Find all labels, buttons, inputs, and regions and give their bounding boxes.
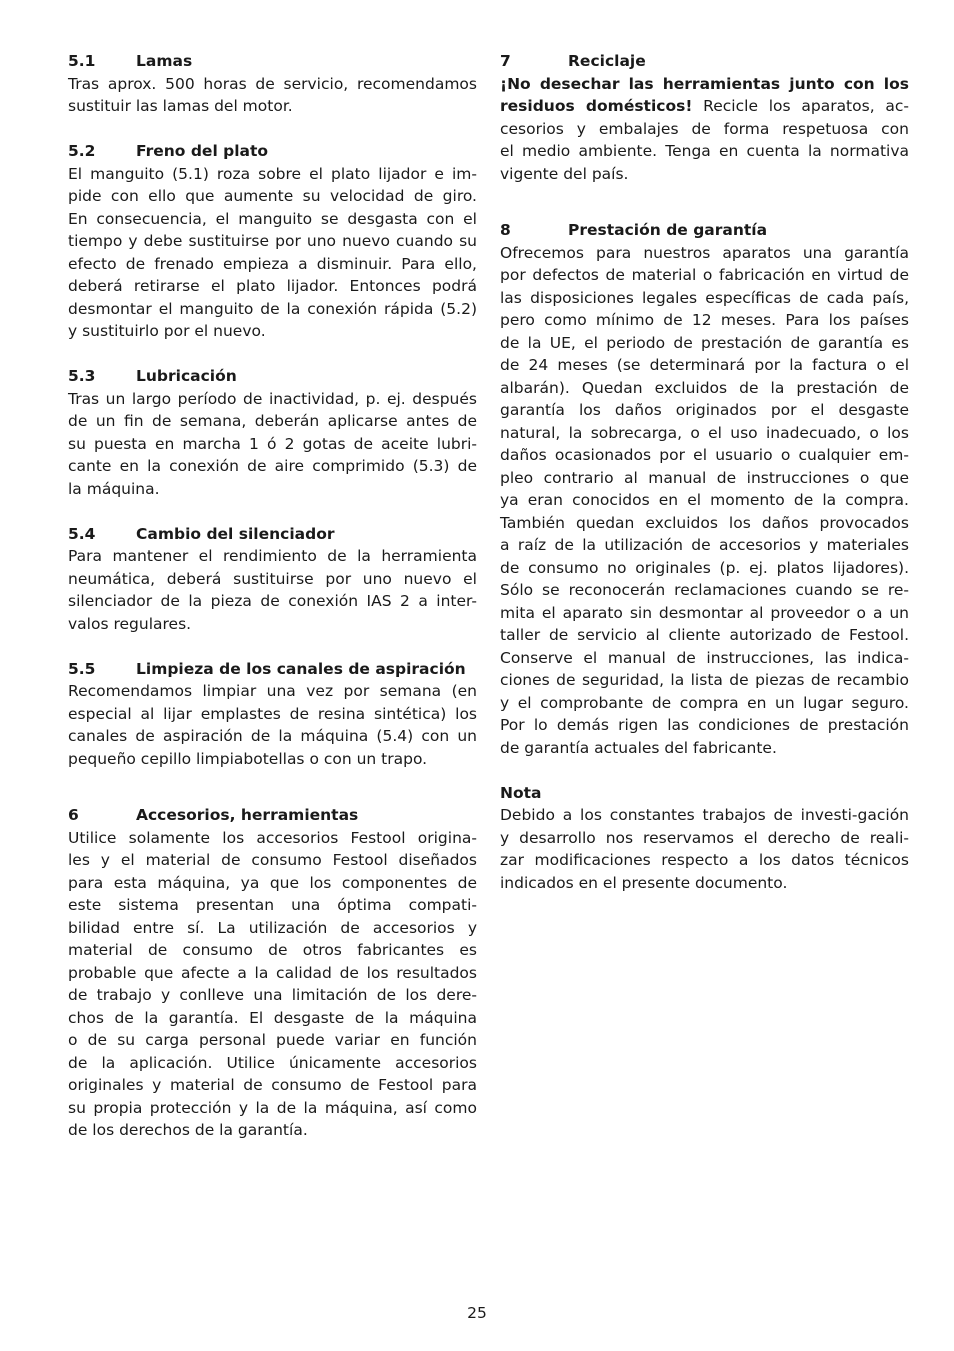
- text-line: para esta máquina, ya que los componentes de: [68, 873, 477, 892]
- section-heading: [68, 658, 477, 681]
- text-line: su puesta en marcha 1 ó 2 gotas de aceite lubri-: [68, 434, 477, 453]
- text-line: taller de servicio al cliente autorizado de Festool.: [500, 626, 909, 644]
- text-line: de la aplicación. Utilice únicamente accesorios: [68, 1053, 477, 1072]
- text-line: neumática, deberá sustituirse por uno nuevo el: [68, 569, 477, 588]
- section-5-1: [68, 50, 477, 118]
- text-line: Debido a los constantes trabajos de investi-gación: [500, 806, 909, 824]
- text-line: sustituir las lamas del motor.: [68, 97, 293, 115]
- section-title: Limpieza de los canales de aspiración: [136, 659, 466, 678]
- section-heading: [68, 140, 477, 163]
- text-line: Tras aprox. 500 horas de servicio, recomendamos: [68, 74, 477, 93]
- section-body: [500, 242, 909, 760]
- section-heading: [68, 523, 477, 546]
- section-heading: [68, 804, 477, 827]
- left-column: [68, 50, 477, 1142]
- text-line: de garantía actuales del fabricante.: [500, 738, 777, 757]
- text-line: cante en la conexión de aire comprimido (5.3) de: [68, 457, 477, 475]
- section-number: 5.5: [68, 659, 96, 678]
- text-line: pequeño cepillo limpiabotellas o con un trapo.: [68, 749, 428, 768]
- text-line: de la UE, el periodo de prestación de garantía es: [500, 333, 909, 352]
- text-line: cesorios y embalajes de forma respetuosa con: [500, 119, 909, 138]
- text-line: tiempo y debe sustituirse por uno nuevo cuando su: [68, 232, 477, 250]
- text-line: Tras un largo período de inactividad, p. ej. después: [68, 389, 477, 408]
- text-line: especial al lijar emplastes de resina sintética) los: [68, 704, 477, 723]
- text-line: Sólo se reconocerán reclamaciones cuando se re-: [500, 581, 909, 599]
- section-body: [68, 827, 477, 1142]
- section-title: Cambio del silenciador: [136, 524, 335, 543]
- section-heading: [68, 365, 477, 388]
- text-line: el medio ambiente. Tenga en cuenta la normativa: [500, 142, 909, 160]
- section-body: [500, 804, 909, 894]
- text-line: probable que afecte a la calidad de los resultados: [68, 963, 477, 982]
- section-body: [500, 73, 909, 186]
- text-line: o de su carga personal puede variar en función: [68, 1031, 477, 1049]
- text-line: Conserve el manual de instrucciones, las indica-: [500, 648, 909, 667]
- warning-line: ¡No desechar las herramientas junto con los: [500, 74, 909, 93]
- section-number: 5.2: [68, 142, 96, 160]
- section-heading: [500, 50, 909, 73]
- text-line: desmontar el manguito de la conexión rápida (5.2): [68, 299, 477, 318]
- section-5-3: [68, 365, 477, 500]
- section-nota: [500, 782, 909, 895]
- text-line: Por lo demás rigen las condiciones de prestación: [500, 716, 909, 734]
- text-line: natural, la sobrecarga, o el uso inadecuado, o los: [500, 423, 909, 442]
- text-line: El manguito (5.1) roza sobre el plato lijador e im-: [68, 164, 477, 183]
- text-line: de trabajo y conlleve una limitación de los dere-: [68, 986, 477, 1004]
- section-5-2: [68, 140, 477, 343]
- text-line: Recomendamos limpiar una vez por semana (en: [68, 682, 477, 700]
- section-number: 6: [68, 806, 79, 824]
- text-line: originales y material de consumo de Festool para: [68, 1076, 477, 1094]
- section-8: [500, 219, 909, 759]
- section-body: [68, 388, 477, 501]
- section-heading: [68, 50, 477, 73]
- text-line: y desarrollo nos reservamos el derecho de reali-: [500, 828, 909, 847]
- section-number: 5.3: [68, 367, 96, 385]
- text-line: pero como mínimo de 12 meses. Para los países: [500, 311, 909, 329]
- text-line: También quedan excluidos los daños provocados: [500, 513, 909, 532]
- text-line: y el comprobante de compra en un lugar seguro.: [500, 693, 909, 712]
- section-title: Nota: [500, 783, 542, 802]
- page-number: 25: [467, 1304, 487, 1322]
- text-line: material de consumo de otros fabricantes es: [68, 941, 477, 959]
- text-line: y sustituirlo por el nuevo.: [68, 322, 266, 340]
- section-number: 8: [500, 221, 511, 239]
- text-line: de un fin de semana, deberán aplicarse antes de: [68, 412, 477, 430]
- text-line: garantía los daños originados por el desgaste: [500, 401, 909, 419]
- text-line: de consumo no originales (p. ej. platos lijadores).: [500, 558, 909, 577]
- text-line: valos regulares.: [68, 614, 192, 633]
- text-line: Ofrecemos para nuestros aparatos una garantía: [500, 243, 909, 262]
- text-line: silenciador de la pieza de conexión IAS 2 a inter-: [68, 592, 477, 610]
- section-title: Reciclaje: [568, 52, 646, 70]
- section-title: Prestación de garantía: [568, 221, 768, 239]
- text-line: [500, 95, 909, 118]
- section-6: [68, 804, 477, 1142]
- section-title: Lamas: [136, 52, 193, 70]
- text-line: de los derechos de la garantía.: [68, 1121, 308, 1139]
- text-line: chos de la garantía. El desgaste de la máquina: [68, 1008, 477, 1027]
- section-title: Lubricación: [136, 367, 237, 385]
- section-number: 5.4: [68, 524, 96, 543]
- text-line: En consecuencia, el manguito se desgasta con el: [68, 209, 477, 228]
- warning-text: residuos domésticos!: [500, 97, 693, 115]
- text-line: pide con ello que aumente su velocidad de giro.: [68, 187, 477, 205]
- text-line: Para mantener el rendimiento de la herramienta: [68, 547, 477, 565]
- text-line: las disposiciones legales específicas de cada país,: [500, 288, 909, 307]
- text-line: mita el aparato sin desmontar al proveedor o a un: [500, 603, 909, 622]
- text-line: este sistema presentan una óptima compati-: [68, 896, 477, 914]
- text-line: daños ocasionados por el usuario o cualquier em-: [500, 446, 909, 464]
- section-body: [68, 545, 477, 635]
- text-line: ciones de seguridad, la lista de piezas de recambio: [500, 671, 909, 689]
- section-body: [68, 73, 477, 118]
- section-title: Accesorios, herramientas: [136, 806, 359, 824]
- section-number: 7: [500, 52, 511, 70]
- text-line: les y el material de consumo Festool diseñados: [68, 851, 477, 869]
- section-title: Freno del plato: [136, 142, 269, 160]
- section-number: 5.1: [68, 52, 96, 70]
- text-line: bilidad entre sí. La utilización de accesorios y: [68, 918, 477, 937]
- section-7: [500, 50, 909, 185]
- section-heading: [500, 219, 909, 242]
- text-line: efecto de frenado empieza a disminuir. Para ello,: [68, 254, 477, 273]
- section-5-5: [68, 658, 477, 771]
- text-line: de 24 meses (se determinará por la factura o el: [500, 356, 909, 374]
- section-body: [68, 680, 477, 770]
- section-body: [68, 163, 477, 343]
- text-line: por defectos de material o fabricación en virtud de: [500, 266, 909, 284]
- text-line: deberá retirarse el plato lijador. Entonces podrá: [68, 277, 477, 295]
- text-line: vigente del país.: [500, 164, 629, 183]
- text-line: indicados en el presente documento.: [500, 873, 788, 892]
- text-line: zar modificaciones respecto a los datos técnicos: [500, 851, 909, 869]
- text-line: ya eran conocidos en el momento de la compra.: [500, 491, 909, 509]
- text-line: la máquina.: [68, 479, 160, 498]
- section-5-4: [68, 523, 477, 636]
- text-line: albarán). Quedan excluidos de la prestación de: [500, 378, 909, 397]
- text-line: su propia protección y la de la máquina, así como: [68, 1098, 477, 1117]
- text-line: a raíz de la utilización de accesorios y materiales: [500, 536, 909, 554]
- text-line: canales de aspiración de la máquina (5.4) con un: [68, 727, 477, 745]
- text-run: Recicle los aparatos, ac-: [692, 97, 909, 115]
- text-line: Utilice solamente los accesorios Festool origina-: [68, 828, 477, 847]
- text-line: pleo contrario al manual de instrucciones o que: [500, 468, 909, 487]
- right-column: [500, 50, 909, 894]
